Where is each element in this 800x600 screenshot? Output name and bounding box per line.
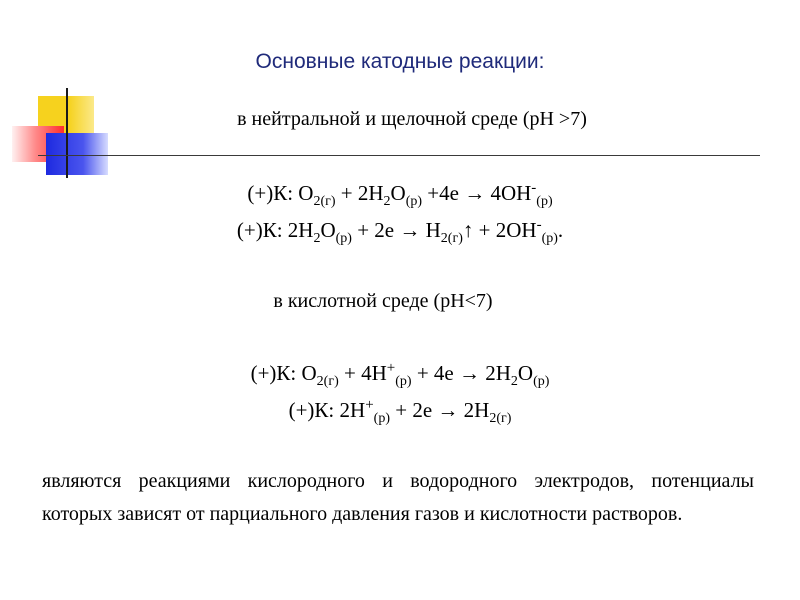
- eq-text: .: [557, 218, 564, 242]
- eq-subscript: 2: [313, 231, 321, 246]
- eq-subscript: (р): [395, 374, 412, 389]
- eq-subscript: (р): [405, 194, 423, 209]
- eq-text: ↑ + 2OH: [462, 218, 537, 242]
- eq-subscript: 2: [383, 194, 391, 209]
- eq-text: (+)К: 2H: [236, 218, 314, 242]
- eq-superscript: +: [386, 360, 396, 376]
- eq-superscript: +: [365, 397, 374, 413]
- eq-text: O: [517, 361, 534, 385]
- eq-subscript: (р): [533, 374, 550, 389]
- eq-subscript: (р): [536, 194, 553, 209]
- eq-text: (+)К: O: [247, 181, 314, 205]
- decor-vertical-line: [66, 88, 68, 178]
- eq-text: +4e → 4OH: [422, 181, 532, 205]
- decor-blue-square: [46, 133, 108, 175]
- eq-text: + 4e → 2H: [411, 361, 511, 385]
- eq-subscript: 2(г): [316, 374, 339, 389]
- neutral-alkaline-heading: в нейтральной и щелочной среде (рН >7): [237, 108, 587, 130]
- eq-superscript: -: [531, 180, 537, 196]
- conclusion-paragraph: являются реакциями кислородного и водородного электродов, потенциалы которых зависят от парциального давления газов и кислотности растворов.: [42, 470, 754, 525]
- eq-subscript: (р): [373, 411, 390, 426]
- eq-subscript: 2(г): [440, 231, 463, 246]
- equation-oxygen-reduction-acidic: [0, 360, 800, 390]
- eq-text: + 2H: [335, 181, 384, 205]
- eq-subscript: 2: [510, 374, 518, 389]
- eq-text: O: [320, 218, 336, 242]
- eq-subscript: (р): [541, 231, 558, 246]
- eq-text: + 2e → H: [351, 218, 441, 242]
- eq-text: O: [390, 181, 406, 205]
- eq-subscript: (р): [335, 231, 352, 246]
- equation-oxygen-reduction-neutral: [0, 180, 800, 210]
- acidic-heading: в кислотной среде (рН<7): [273, 290, 493, 312]
- slide-title: Основные катодные реакции:: [255, 50, 545, 73]
- equation-water-reduction: [0, 217, 800, 247]
- eq-text: (+)К: 2H: [288, 398, 366, 422]
- eq-subscript: 2(г): [489, 411, 512, 426]
- eq-superscript: -: [536, 217, 542, 233]
- equation-hydrogen-reduction: [0, 397, 800, 427]
- eq-text: + 4H: [338, 361, 387, 385]
- title-divider-line: [38, 155, 760, 156]
- eq-text: + 2e → 2H: [389, 398, 490, 422]
- eq-text: (+)К: O: [250, 361, 317, 385]
- eq-subscript: 2(г): [313, 194, 336, 209]
